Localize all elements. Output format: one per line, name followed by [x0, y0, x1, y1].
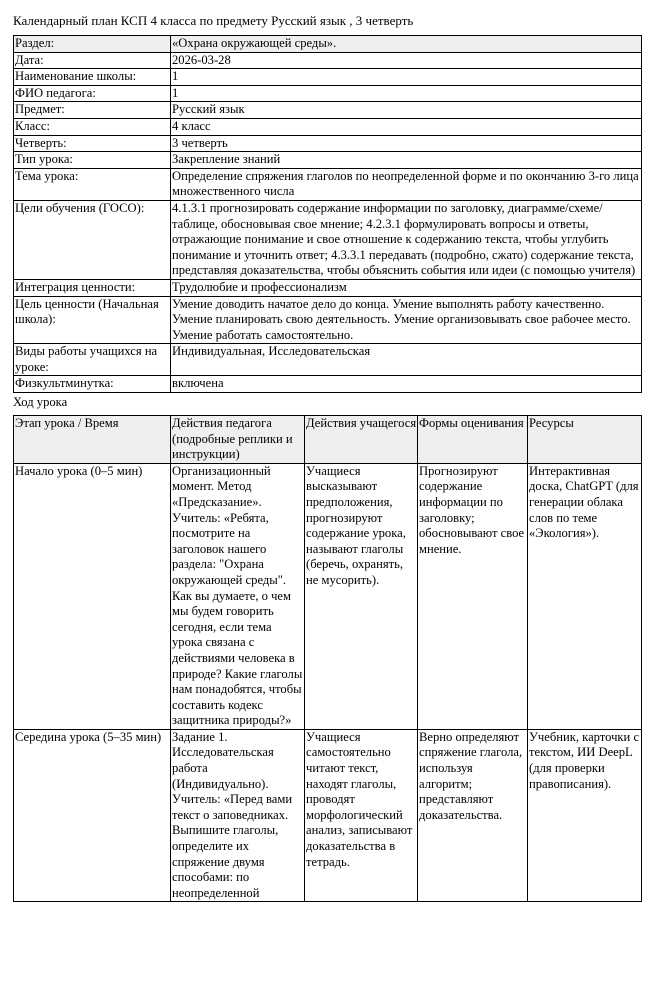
info-row [14, 69, 642, 86]
lesson-row [14, 729, 642, 902]
info-row [14, 118, 642, 135]
info-value: «Охрана окружающей среды». [171, 36, 642, 53]
info-key: Наименование школы: [14, 69, 171, 86]
info-key: Цель ценности (Начальная школа): [14, 296, 171, 344]
info-value: 2026-03-28 [171, 52, 642, 69]
info-key: Четверть: [14, 135, 171, 152]
lesson-flow-heading: Ход урока [13, 395, 68, 409]
info-row [14, 344, 642, 376]
lesson-header-cell: Действия учащегося [305, 416, 418, 464]
lesson-info-table [13, 35, 642, 393]
lesson-cell: Прогнозируют содержание информации по заголовку; обосновывают свое мнение. [418, 463, 528, 729]
info-value: Индивидуальная, Исследовательская [171, 344, 642, 376]
info-row [14, 279, 642, 296]
info-key: Физкультминутка: [14, 376, 171, 393]
lesson-header-row [14, 416, 642, 464]
info-row [14, 36, 642, 53]
lesson-cell: Учащиеся самостоятельно читают текст, находят глаголы, проводят морфологический анализ, записывают доказательства в тетрадь. [305, 729, 418, 902]
info-row [14, 168, 642, 200]
info-value: 4 класс [171, 118, 642, 135]
lesson-cell: Верно определяют спряжение глагола, используя алгоритм; представляют доказательства. [418, 729, 528, 902]
info-key: Виды работы учащихся на уроке: [14, 344, 171, 376]
info-row [14, 152, 642, 169]
page-title: Календарный план КСП 4 класса по предмету Русский язык , 3 четверть [13, 13, 414, 28]
lesson-row [14, 463, 642, 729]
info-value: 1 [171, 85, 642, 102]
info-value: Закрепление знаний [171, 152, 642, 169]
info-row [14, 85, 642, 102]
info-value: Русский язык [171, 102, 642, 119]
info-key: Тип урока: [14, 152, 171, 169]
lesson-cell: Середина урока (5–35 мин) [14, 729, 171, 902]
info-key: Дата: [14, 52, 171, 69]
lesson-cell: Организационный момент. Метод «Предсказание». Учитель: «Ребята, посмотрите на заголовок нашего раздела: "Охрана окружающей среды". Как вы думаете, о чем мы будем говорить сегодня, если тема урока связана с действиями человека в природе? Какие глаголы нам понадобятся, чтобы составить кодекс защитника природы?» [171, 463, 305, 729]
info-row [14, 376, 642, 393]
lesson-cell: Учащиеся высказывают предположения, прогнозируют содержание урока, называют глаголы (беречь, охранять, не мусорить). [305, 463, 418, 729]
info-row [14, 102, 642, 119]
info-key: Предмет: [14, 102, 171, 119]
info-key: Интеграция ценности: [14, 279, 171, 296]
lesson-cell: Интерактивная доска, ChatGPT (для генерации облака слов по теме «Экология»). [528, 463, 642, 729]
lesson-header-cell: Действия педагога (подробные реплики и инструкции) [171, 416, 305, 464]
lesson-cell: Начало урока (0–5 мин) [14, 463, 171, 729]
lesson-flow-table [13, 415, 642, 902]
info-key: Раздел: [14, 36, 171, 53]
info-row [14, 135, 642, 152]
lesson-cell: Задание 1. Исследовательская работа (Индивидуально). Учитель: «Перед вами текст о заповедниках. Выпишите глаголы, определите их спряжение двумя способами: по неопределенной [171, 729, 305, 902]
info-key: ФИО педагога: [14, 85, 171, 102]
info-row [14, 200, 642, 279]
info-value: включена [171, 376, 642, 393]
lesson-header-cell: Этап урока / Время [14, 416, 171, 464]
info-value: Трудолюбие и профессионализм [171, 279, 642, 296]
lesson-header-cell: Формы оценивания [418, 416, 528, 464]
info-value: 1 [171, 69, 642, 86]
info-value: 4.1.3.1 прогнозировать содержание информации по заголовку, диаграмме/схеме/таблице, обосновывая свое мнение; 4.2.3.1 формулировать вопросы и ответы, отражающие понимание и свое отношение к содержанию текста, чтобы углубить понимание и уточнить ответ; 4.3.3.1 передавать (подробно, сжато) содержание текста, представляя доказательства, чтобы объяснить события или идеи (с помощью учителя) [171, 200, 642, 279]
info-key: Цели обучения (ГОСО): [14, 200, 171, 279]
info-key: Класс: [14, 118, 171, 135]
lesson-cell: Учебник, карточки с текстом, ИИ DeepL (для проверки правописания). [528, 729, 642, 902]
info-value: Умение доводить начатое дело до конца. Умение выполнять работу качественно. Умение планировать свою деятельность. Умение организовывать свое рабочее место. Умение работать самостоятельно. [171, 296, 642, 344]
info-row [14, 52, 642, 69]
info-value: 3 четверть [171, 135, 642, 152]
info-row [14, 296, 642, 344]
info-value: Определение спряжения глаголов по неопределенной форме и по окончанию 3-го лица множественного числа [171, 168, 642, 200]
info-key: Тема урока: [14, 168, 171, 200]
lesson-header-cell: Ресурсы [528, 416, 642, 464]
